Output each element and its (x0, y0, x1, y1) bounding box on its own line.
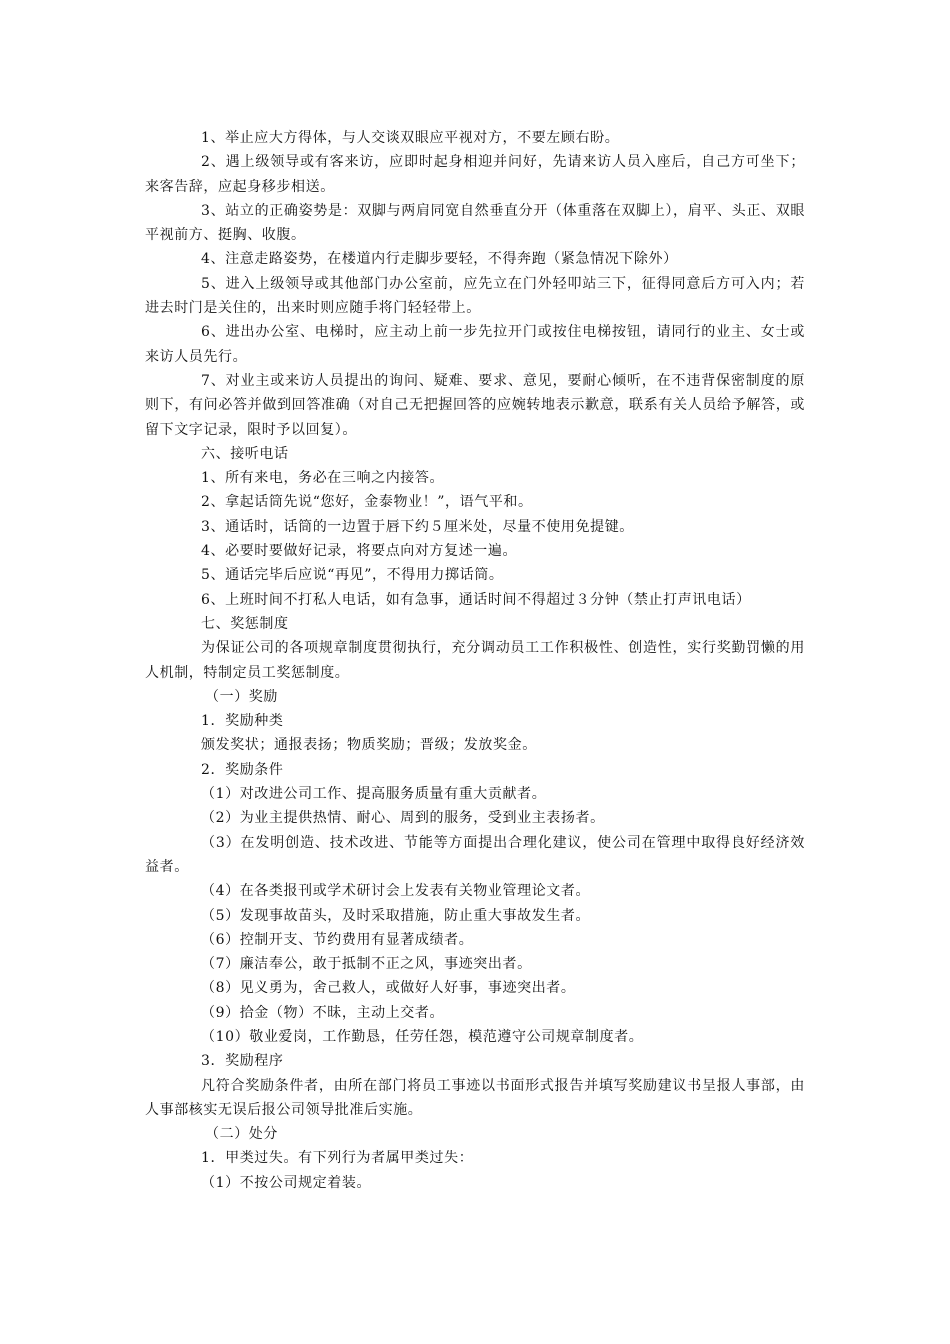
paragraph: （1）不按公司规定着装。 (201, 1174, 372, 1191)
paragraph: 3．奖励程序 (201, 1053, 284, 1070)
subsection-heading: （一）奖励 (205, 688, 278, 705)
paragraph: （8）见义勇为，舍己救人，或做好人好事，事迹突出者。 (201, 980, 576, 997)
paragraph: 5、进入上级领导或其他部门办公室前，应先立在门外轻叩站三下，征得同意后方可入内；若进去时门是关住的，出来时则应随手将门轻轻带上。 (145, 275, 805, 317)
paragraph: （9）拾金（物）不昧，主动上交者。 (201, 1004, 445, 1021)
paragraph: 3、站立的正确姿势是：双脚与两肩同宽自然垂直分开（体重落在双脚上），肩平、头正、双眼平视前方、挺胸、收腹。 (145, 202, 805, 244)
paragraph: 2、拿起话筒先说“您好，金泰物业！”，语气平和。 (201, 494, 533, 511)
paragraph: 凡符合奖励条件者，由所在部门将员工事迹以书面形式报告并填写奖励建议书呈报人事部，由人事部核实无误后报公司领导批准后实施。 (145, 1077, 805, 1118)
paragraph: 4、必要时要做好记录，将要点向对方复述一遍。 (201, 543, 518, 560)
paragraph: 颁发奖状；通报表扬；物质奖励；晋级；发放奖金。 (201, 737, 537, 754)
paragraph: （3）在发明创造、技术改进、节能等方面提出合理化建议，使公司在管理中取得良好经济效益者。 (145, 834, 805, 875)
paragraph: （5）发现事故苗头，及时采取措施，防止重大事故发生者。 (201, 907, 591, 924)
paragraph: 2．奖励条件 (201, 761, 284, 778)
paragraph: 3、通话时，话筒的一边置于唇下约５厘米处，尽量不使用免提键。 (201, 518, 634, 535)
paragraph: 1．奖励种类 (201, 713, 284, 730)
paragraph: 6、上班时间不打私人电话，如有急事，通话时间不得超过３分钟（禁止打声讯电话） (201, 591, 751, 608)
paragraph: 1、举止应大方得体，与人交谈双眼应平视对方，不要左顾右盼。 (201, 130, 620, 146)
paragraph: 1．甲类过失。有下列行为者属甲类过失： (201, 1150, 474, 1167)
section-heading: 六、接听电话 (201, 445, 289, 462)
paragraph: （2）为业主提供热情、耐心、周到的服务，受到业主表扬者。 (201, 810, 605, 827)
paragraph: 6、进出办公室、电梯时，应主动上前一步先拉开门或按住电梯按钮，请同行的业主、女士或来访人员先行。 (145, 324, 805, 365)
paragraph: 1、所有来电，务必在三响之内接答。 (201, 470, 445, 487)
paragraph: （1）对改进公司工作、提高服务质量有重大贡献者。 (201, 786, 547, 803)
section-heading: 七、奖惩制度 (201, 615, 289, 632)
paragraph: 2、遇上级领导或有客来访，应即时起身相迎并问好，先请来访人员入座后，自己方可坐下；来客告辞，应起身移步相送。 (145, 154, 805, 195)
paragraph: （10）敬业爱岗，工作勤恳，任劳任怨，模范遵守公司规章制度者。 (201, 1028, 644, 1045)
paragraph: 为保证公司的各项规章制度贯彻执行，充分调动员工工作积极性、创造性，实行奖勤罚懒的用人机制，特制定员工奖惩制度。 (145, 640, 805, 681)
subsection-heading: （二）处分 (205, 1126, 278, 1143)
paragraph: 4、注意走路姿势，在楼道内行走脚步要轻，不得奔跑（紧急情况下除外） (201, 251, 678, 268)
paragraph: 5、通话完毕后应说“再见”，不得用力掷话筒。 (201, 567, 504, 584)
paragraph: （6）控制开支、节约费用有显著成绩者。 (201, 931, 474, 948)
paragraph: （7）廉洁奉公，敢于抵制不正之风，事迹突出者。 (201, 956, 532, 973)
paragraph: 7、对业主或来访人员提出的询问、疑难、要求、意见，要耐心倾听，在不违背保密制度的原则下，有问必答并做到回答准确（对自己无把握回答的应婉转地表示歉意，联系有关人员给予解答，或留下文字记录，限时予以回复）。 (145, 372, 805, 438)
paragraph: （4）在各类报刊或学术研讨会上发表有关物业管理论文者。 (201, 883, 591, 900)
document-body (145, 126, 805, 1195)
